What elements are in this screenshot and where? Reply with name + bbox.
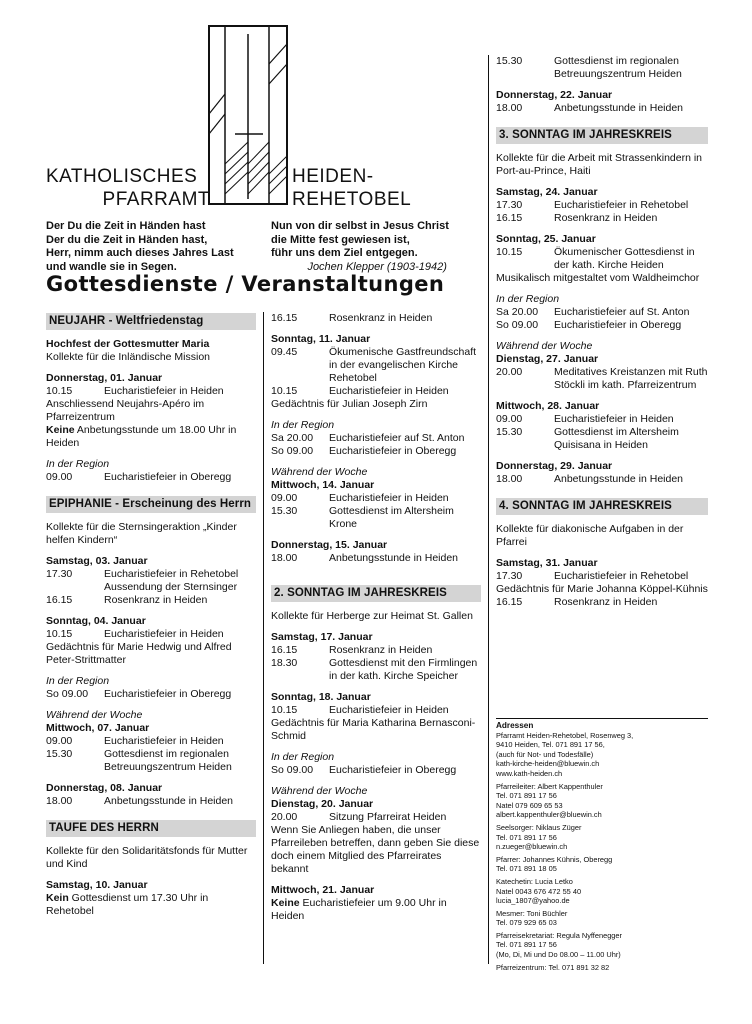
note-rest: Eucharistiefeier um 9.00 Uhr in Heiden (271, 897, 447, 922)
section-heading: NEUJAHR - Weltfriedenstag (46, 313, 256, 330)
address-line: Tel. 071 891 18 05 (496, 864, 557, 874)
schedule-time: 17.30 (496, 570, 523, 582)
schedule-time: 15.30 (496, 426, 523, 438)
schedule-time: 09.45 (271, 346, 298, 358)
schedule-row (271, 445, 481, 458)
schedule-description: Eucharistiefeier auf St. Anton (554, 306, 690, 318)
schedule-time: 10.15 (496, 246, 523, 258)
spacer (271, 577, 481, 585)
address-line: Tel. 071 891 17 56 (496, 832, 557, 842)
subsection-label: In der Region (46, 458, 110, 470)
note-text: Kollekte für diakonische Aufgaben in der Pfarrei (496, 523, 684, 548)
note-text: Wenn Sie Anliegen haben, die unser Pfarreileben betreffen, dann geben Sie diese doch einem Mitglied des Pfarreirates bekannt (271, 824, 480, 875)
spacer (496, 486, 708, 498)
address-block (496, 731, 708, 779)
event-date: Donnerstag, 29. Januar (496, 460, 613, 472)
schedule-time: Sa 20.00 (496, 306, 539, 318)
address-line: kath-kirche-heiden@bluewin.ch (496, 759, 600, 769)
schedule-description: Eucharistiefeier in Rehetobel (554, 570, 689, 582)
schedule-time: 16.15 (496, 212, 523, 224)
schedule-time: So 09.00 (496, 319, 539, 331)
verse-line: Der du die Zeit in Händen hast, (46, 233, 208, 246)
note-text: Anschliessend Neujahrs-Apéro im Pfarreizentrum (46, 398, 205, 423)
spacer (271, 458, 481, 466)
spacer (496, 81, 708, 89)
address-line: (Mo, Di, Mi und Do 08.00 – 11.00 Uhr) (496, 950, 621, 960)
address-line: Seelsorger: Niklaus Züger (496, 822, 582, 832)
schedule-time: So 09.00 (46, 688, 89, 700)
header-left-line1: KATHOLISCHES (46, 166, 198, 187)
verse-left (46, 220, 234, 274)
section-heading: 3. SONNTAG IM JAHRESKREIS (496, 127, 708, 144)
subsection-label: Während der Woche (271, 466, 368, 478)
schedule-time: 18.00 (496, 102, 523, 114)
schedule-time: 16.15 (271, 644, 298, 656)
spacer (496, 178, 708, 186)
schedule-row (271, 764, 481, 777)
schedule-time: 16.15 (46, 594, 73, 606)
event-date: Sonntag, 11. Januar (271, 333, 371, 345)
address-block (496, 823, 708, 852)
schedule-description: Gottesdienst im Altersheim Quisisana in Heiden (554, 426, 679, 451)
schedule-time: 15.30 (271, 505, 298, 517)
schedule-time: 16.15 (496, 596, 523, 608)
addresses-title: Adressen (496, 721, 534, 730)
schedule-row (271, 811, 481, 824)
event-date: Donnerstag, 22. Januar (496, 89, 613, 101)
event-date: Sonntag, 25. Januar (496, 233, 596, 245)
spacer (496, 285, 708, 293)
schedule-row (46, 385, 256, 398)
parish-name-left (46, 165, 210, 211)
subsection-label: In der Region (496, 293, 560, 305)
spacer (496, 392, 708, 400)
schedule-row (46, 594, 256, 607)
note-rest: Gottesdienst um 17.30 Uhr in Rehetobel (46, 892, 209, 917)
spacer (271, 623, 481, 631)
spacer (46, 871, 256, 879)
spacer (271, 876, 481, 884)
schedule-row (496, 199, 708, 212)
schedule-time: 18.00 (46, 795, 73, 807)
note-text: Kollekte für die Inländische Mission (46, 351, 211, 363)
header-left-line2: PFARRAMT (102, 189, 210, 210)
event-date: Hochfest der Gottesmutter Maria (46, 338, 210, 350)
note-emphasis: Keine (46, 424, 75, 436)
schedule-row (271, 505, 481, 531)
schedule-description: Ökumenischer Gottesdienst in der kath. Kirche Heiden (554, 246, 695, 271)
address-line: Pfarreileiter: Albert Kappenthuler (496, 781, 603, 791)
column-divider (263, 312, 264, 964)
event-date: Dienstag, 27. Januar (496, 353, 599, 365)
schedule-description: Sitzung Pfarreirat Heiden (329, 811, 447, 823)
spacer (496, 549, 708, 557)
verse-line: Herr, nimm auch dieses Jahres Last (46, 247, 234, 259)
schedule-row (46, 795, 256, 808)
spacer (46, 774, 256, 782)
page-title: Gottesdienste / Veranstaltungen (46, 272, 445, 296)
header-right-line1: HEIDEN- (292, 166, 374, 187)
schedule-time: 17.30 (496, 199, 523, 211)
spacer (46, 667, 256, 675)
schedule-description: Eucharistiefeier in Heiden (329, 385, 449, 397)
address-line: Tel. 071 891 17 56 (496, 791, 557, 801)
spacer (271, 411, 481, 419)
schedule-description: Rosenkranz in Heiden (329, 312, 433, 324)
spacer (271, 777, 481, 785)
note-text: Kollekte für den Solidaritätsfonds für Mutter und Kind (46, 845, 248, 870)
schedule-description: Eucharistiefeier in Heiden (104, 628, 224, 640)
schedule-description: Eucharistiefeier in Oberegg (104, 688, 232, 700)
address-block (496, 931, 708, 960)
spacer (46, 607, 256, 615)
schedule-time: 18.00 (271, 552, 298, 564)
address-line: 9410 Heiden, Tel. 071 891 17 56, (496, 740, 605, 750)
address-line: Pfarreisekretariat: Regula Nyffenegger (496, 930, 622, 940)
section-heading: 4. SONNTAG IM JAHRESKREIS (496, 498, 708, 515)
note-emphasis: Keine (271, 897, 300, 909)
address-line: lucia_1807@yahoo.de (496, 896, 570, 906)
note-text: Musikalisch mitgestaltet vom Waldheimchor (496, 272, 700, 284)
schedule-row (496, 55, 708, 81)
event-date: Samstag, 17. Januar (271, 631, 373, 643)
schedule-row (271, 385, 481, 398)
schedule-row (46, 735, 256, 748)
schedule-time: 10.15 (271, 385, 298, 397)
schedule-row (46, 748, 256, 774)
schedule-description: Gottesdienst mit den Firmlingen in der kath. Kirche Speicher (329, 657, 478, 682)
schedule-description: Rosenkranz in Heiden (554, 596, 658, 608)
schedule-description: Rosenkranz in Heiden (329, 644, 433, 656)
schedule-time: So 09.00 (271, 764, 314, 776)
address-line: Katechetin: Lucia Letko (496, 876, 573, 886)
address-line: Mesmer: Toni Büchler (496, 908, 568, 918)
section-heading: EPIPHANIE - Erscheinung des Herrn (46, 496, 256, 513)
schedule-time: 10.15 (46, 628, 73, 640)
note-text: Kollekte für die Sternsingeraktion „Kinder helfen Kindern“ (46, 521, 237, 546)
column-1 (46, 313, 256, 918)
spacer (496, 115, 708, 127)
event-date: Mittwoch, 28. Januar (496, 400, 600, 412)
address-block (496, 963, 708, 973)
event-date: Donnerstag, 08. Januar (46, 782, 163, 794)
schedule-time: 09.00 (46, 735, 73, 747)
schedule-row (496, 246, 708, 272)
verse-right (271, 220, 449, 274)
verse-author: Jochen Klepper (1903-1942) (307, 260, 447, 273)
spacer (271, 565, 481, 577)
note-text: Kollekte für die Arbeit mit Strassenkindern in Port-au-Prince, Haiti (496, 152, 703, 177)
schedule-time: 09.00 (271, 492, 298, 504)
spacer (46, 484, 256, 496)
schedule-time: 18.30 (271, 657, 298, 669)
event-date: Samstag, 10. Januar (46, 879, 148, 891)
schedule-description: Eucharistiefeier in Oberegg (554, 319, 682, 331)
column-2 (271, 312, 481, 923)
schedule-description: Meditatives Kreistanzen mit Ruth Stöckli im kath. Pfarreizentrum (554, 366, 708, 391)
schedule-row (271, 657, 481, 683)
schedule-description: Rosenkranz in Heiden (554, 212, 658, 224)
event-date: Dienstag, 20. Januar (271, 798, 374, 810)
column-divider (488, 55, 489, 964)
event-date: Samstag, 24. Januar (496, 186, 598, 198)
schedule-row (496, 413, 708, 426)
spacer (46, 547, 256, 555)
address-line: Pfarreizentrum: Tel. 071 891 32 82 (496, 962, 610, 972)
schedule-row (496, 319, 708, 332)
schedule-row (496, 426, 708, 452)
schedule-time: Sa 20.00 (271, 432, 314, 444)
schedule-description: Ökumenische Gastfreundschaft in der evangelischen Kirche Rehetobel (329, 346, 477, 384)
schedule-description: Eucharistiefeier in Heiden (104, 385, 224, 397)
addresses-box (496, 718, 708, 975)
event-date: Mittwoch, 21. Januar (271, 884, 375, 896)
schedule-row (46, 471, 256, 484)
schedule-description: Anbetungsstunde in Heiden (329, 552, 459, 564)
schedule-row (496, 570, 708, 583)
parish-name-right (292, 165, 411, 211)
section-heading: TAUFE DES HERRN (46, 820, 256, 837)
note-text (46, 424, 256, 450)
verse-line: die Mitte fest gewiesen ist, (271, 233, 410, 246)
church-logo (205, 24, 291, 206)
subsection-label: Während der Woche (271, 785, 368, 797)
schedule-description: Eucharistiefeier auf St. Anton (329, 432, 465, 444)
schedule-description: Eucharistiefeier in Heiden (329, 704, 449, 716)
address-line: Pfarramt Heiden-Rehetobel, Rosenweg 3, (496, 730, 634, 740)
verse-line: und wandle sie in Segen. (46, 260, 177, 273)
verse-line: führ uns dem Ziel entgegen. (271, 247, 418, 259)
address-line: www.kath-heiden.ch (496, 768, 563, 778)
spacer (46, 808, 256, 820)
event-date: Samstag, 31. Januar (496, 557, 598, 569)
spacer (271, 531, 481, 539)
spacer (496, 225, 708, 233)
event-date: Sonntag, 18. Januar (271, 691, 371, 703)
schedule-time: So 09.00 (271, 445, 314, 457)
schedule-row (496, 212, 708, 225)
schedule-time: 15.30 (46, 748, 73, 760)
address-line: Natel 079 609 65 53 (496, 800, 563, 810)
subsection-label: In der Region (46, 675, 110, 687)
schedule-description: Anbetungsstunde in Heiden (104, 795, 234, 807)
schedule-row (271, 346, 481, 385)
note-rest: Anbetungsstunde um 18.00 Uhr in Heiden (46, 424, 237, 449)
spacer (46, 701, 256, 709)
schedule-description: Anbetungsstunde in Heiden (554, 473, 684, 485)
schedule-description: Eucharistiefeier in Heiden (554, 413, 674, 425)
schedule-row (271, 704, 481, 717)
note-text: Gedächtnis für Maria Katharina Bernasconi-Schmid (271, 717, 476, 742)
column-3 (496, 55, 708, 609)
schedule-row (496, 102, 708, 115)
address-block (496, 855, 708, 874)
address-line: albert.kappenthuler@bluewin.ch (496, 810, 602, 820)
schedule-description: Eucharistiefeier in Rehetobel Aussendung der Sternsinger (104, 568, 239, 593)
schedule-time: 10.15 (46, 385, 73, 397)
schedule-time: 18.00 (496, 473, 523, 485)
note-text: Gedächtnis für Marie Hedwig und Alfred Peter-Strittmatter (46, 641, 232, 666)
event-date: Donnerstag, 01. Januar (46, 372, 163, 384)
schedule-row (46, 568, 256, 594)
spacer (271, 683, 481, 691)
subsection-label: Während der Woche (46, 709, 143, 721)
address-block (496, 782, 708, 820)
schedule-description: Gottesdienst im Altersheim Krone (329, 505, 454, 530)
schedule-description: Gottesdienst im regionalen Betreuungszentrum Heiden (104, 748, 232, 773)
subsection-label: Während der Woche (496, 340, 593, 352)
section-heading: 2. SONNTAG IM JAHRESKREIS (271, 585, 481, 602)
schedule-description: Eucharistiefeier in Heiden (329, 492, 449, 504)
schedule-time: 17.30 (46, 568, 73, 580)
schedule-description: Gottesdienst im regionalen Betreuungszentrum Heiden (554, 55, 682, 80)
address-line: Pfarrer: Johannes Kühnis, Oberegg (496, 854, 613, 864)
verse-line: Nun von dir selbst in Jesus Christ (271, 220, 449, 232)
address-line: Tel. 079 929 65 03 (496, 918, 557, 928)
spacer (496, 332, 708, 340)
schedule-row (271, 644, 481, 657)
schedule-row (496, 473, 708, 486)
schedule-row (496, 596, 708, 609)
subsection-label: In der Region (271, 419, 335, 431)
spacer (46, 450, 256, 458)
schedule-description: Eucharistiefeier in Oberegg (329, 445, 457, 457)
schedule-row (271, 432, 481, 445)
address-line: n.zueger@bluewin.ch (496, 842, 568, 852)
schedule-row (496, 306, 708, 319)
header-right-line2: REHETOBEL (292, 189, 412, 210)
schedule-time: 20.00 (271, 811, 298, 823)
schedule-description: Eucharistiefeier in Heiden (104, 735, 224, 747)
schedule-description: Anbetungsstunde in Heiden (554, 102, 684, 114)
schedule-description: Eucharistiefeier in Rehetobel (554, 199, 689, 211)
event-date: Donnerstag, 15. Januar (271, 539, 388, 551)
address-block (496, 909, 708, 928)
spacer (496, 452, 708, 460)
verse-line: Der Du die Zeit in Händen hast (46, 220, 206, 232)
spacer (271, 743, 481, 751)
note-text: Gedächtnis für Julian Joseph Zirn (271, 398, 428, 410)
address-line: Natel 0043 676 472 55 40 (496, 886, 582, 896)
schedule-row (46, 628, 256, 641)
address-line: Tel. 071 891 17 56 (496, 940, 557, 950)
schedule-description: Eucharistiefeier in Oberegg (104, 471, 232, 483)
schedule-time: 09.00 (46, 471, 73, 483)
schedule-row (496, 366, 708, 392)
schedule-time: 15.30 (496, 55, 523, 67)
schedule-row (271, 312, 481, 325)
event-date: Sonntag, 04. Januar (46, 615, 146, 627)
note-text (46, 892, 256, 918)
schedule-row (271, 552, 481, 565)
note-text: Gedächtnis für Marie Johanna Köppel-Kühnis (496, 583, 708, 595)
spacer (46, 364, 256, 372)
address-block (496, 877, 708, 906)
schedule-row (46, 688, 256, 701)
event-date: Mittwoch, 07. Januar (46, 722, 150, 734)
event-date: Mittwoch, 14. Januar (271, 479, 375, 491)
note-text (271, 897, 481, 923)
spacer (271, 325, 481, 333)
note-text: Kollekte für Herberge zur Heimat St. Gallen (271, 610, 473, 622)
schedule-row (271, 492, 481, 505)
schedule-description: Eucharistiefeier in Oberegg (329, 764, 457, 776)
address-line: (auch für Not- und Todesfälle) (496, 749, 594, 759)
event-date: Samstag, 03. Januar (46, 555, 148, 567)
schedule-time: 20.00 (496, 366, 523, 378)
schedule-time: 09.00 (496, 413, 523, 425)
note-emphasis: Kein (46, 892, 69, 904)
subsection-label: In der Region (271, 751, 335, 763)
schedule-description: Rosenkranz in Heiden (104, 594, 208, 606)
schedule-time: 16.15 (271, 312, 298, 324)
schedule-time: 10.15 (271, 704, 298, 716)
